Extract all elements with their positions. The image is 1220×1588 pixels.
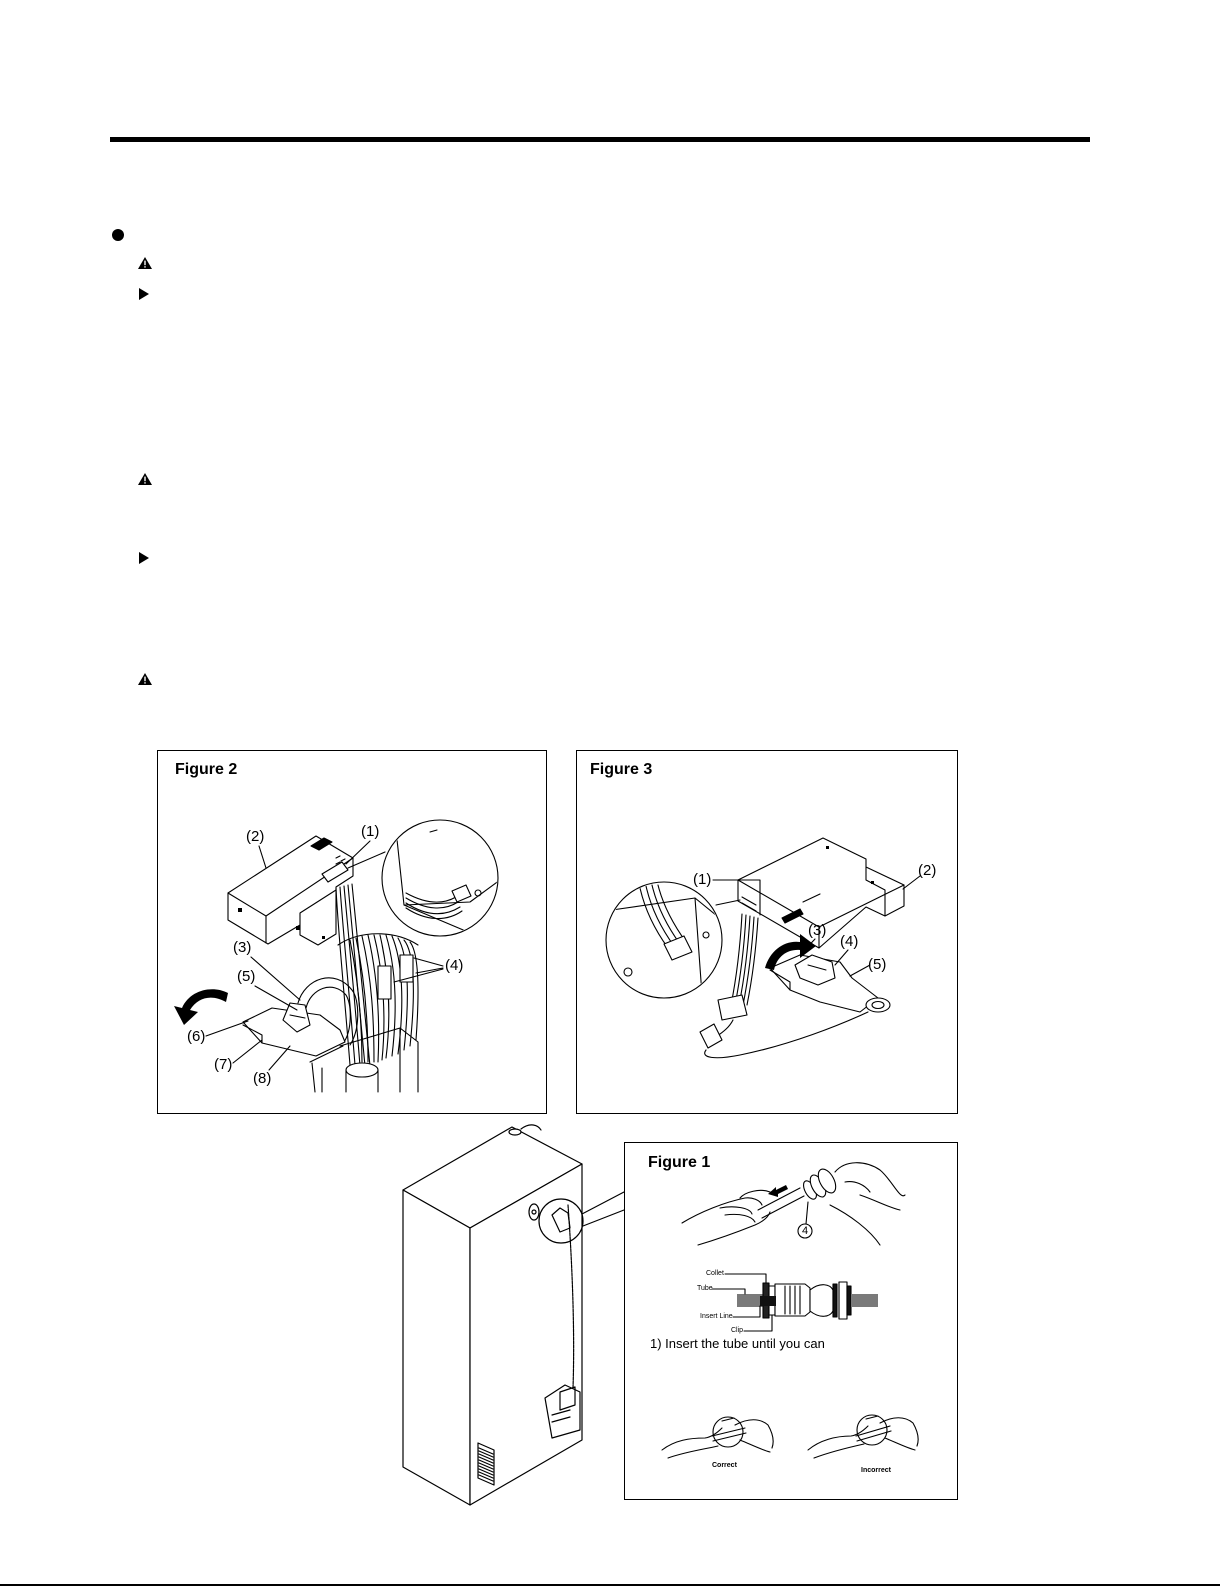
figure-3-title: Figure 3 xyxy=(590,761,653,778)
bullet-icon xyxy=(112,229,124,241)
warning-icon xyxy=(138,673,152,685)
incorrect-insertion-drawing xyxy=(808,1415,918,1458)
tube-label: Tube xyxy=(697,1285,713,1292)
figure-1-title: Figure 1 xyxy=(648,1154,711,1171)
insertion-step-text: 1) Insert the tube until you can xyxy=(650,1336,825,1351)
figure-2-callout-3: (3) xyxy=(233,939,252,956)
step-arrow-icon xyxy=(139,552,149,564)
control-box-drawing xyxy=(228,836,353,945)
insert-line-label: Insert Line xyxy=(700,1313,733,1320)
warning-icon xyxy=(138,257,152,269)
clip-label: Clip xyxy=(731,1327,744,1334)
tube-fitting-diagram xyxy=(712,1274,878,1331)
figure-2-callout-7: (7) xyxy=(214,1056,233,1073)
warning-icon xyxy=(138,473,152,485)
correct-insertion-drawing xyxy=(662,1417,773,1458)
incorrect-label: Incorrect xyxy=(861,1467,891,1474)
part-number-label: 4 xyxy=(801,1225,809,1237)
figure-2-callout-4: (4) xyxy=(445,957,464,974)
correct-label: Correct xyxy=(712,1462,737,1469)
figure-3-callout-5: (5) xyxy=(868,956,887,973)
figure-2-callout-8: (8) xyxy=(253,1070,272,1087)
hands-inserting-tube-drawing xyxy=(682,1163,905,1245)
section-rule xyxy=(110,137,1090,142)
figure-1-illustration xyxy=(624,1142,958,1500)
bracket-plate-drawing xyxy=(243,1003,345,1056)
step-arrow-icon xyxy=(139,288,149,300)
rotate-arrow-icon xyxy=(174,989,228,1025)
page-bottom-rule xyxy=(0,1584,1220,1586)
figure-3-callout-4: (4) xyxy=(840,933,859,950)
refrigerator-illustration xyxy=(395,1118,625,1512)
figure-2-title: Figure 2 xyxy=(175,761,238,778)
collet-label: Collet xyxy=(706,1270,724,1277)
figure-3-callout-3: (3) xyxy=(808,922,827,939)
figure-2-callout-1: (1) xyxy=(361,823,380,840)
figure-3-illustration xyxy=(576,750,958,1114)
figure-2-callout-6: (6) xyxy=(187,1028,206,1045)
figure-3-callout-2: (2) xyxy=(918,862,937,879)
figure-3-callout-1: (1) xyxy=(693,871,712,888)
figure-2-callout-2: (2) xyxy=(246,828,265,845)
figure-2-callout-5: (5) xyxy=(237,968,256,985)
